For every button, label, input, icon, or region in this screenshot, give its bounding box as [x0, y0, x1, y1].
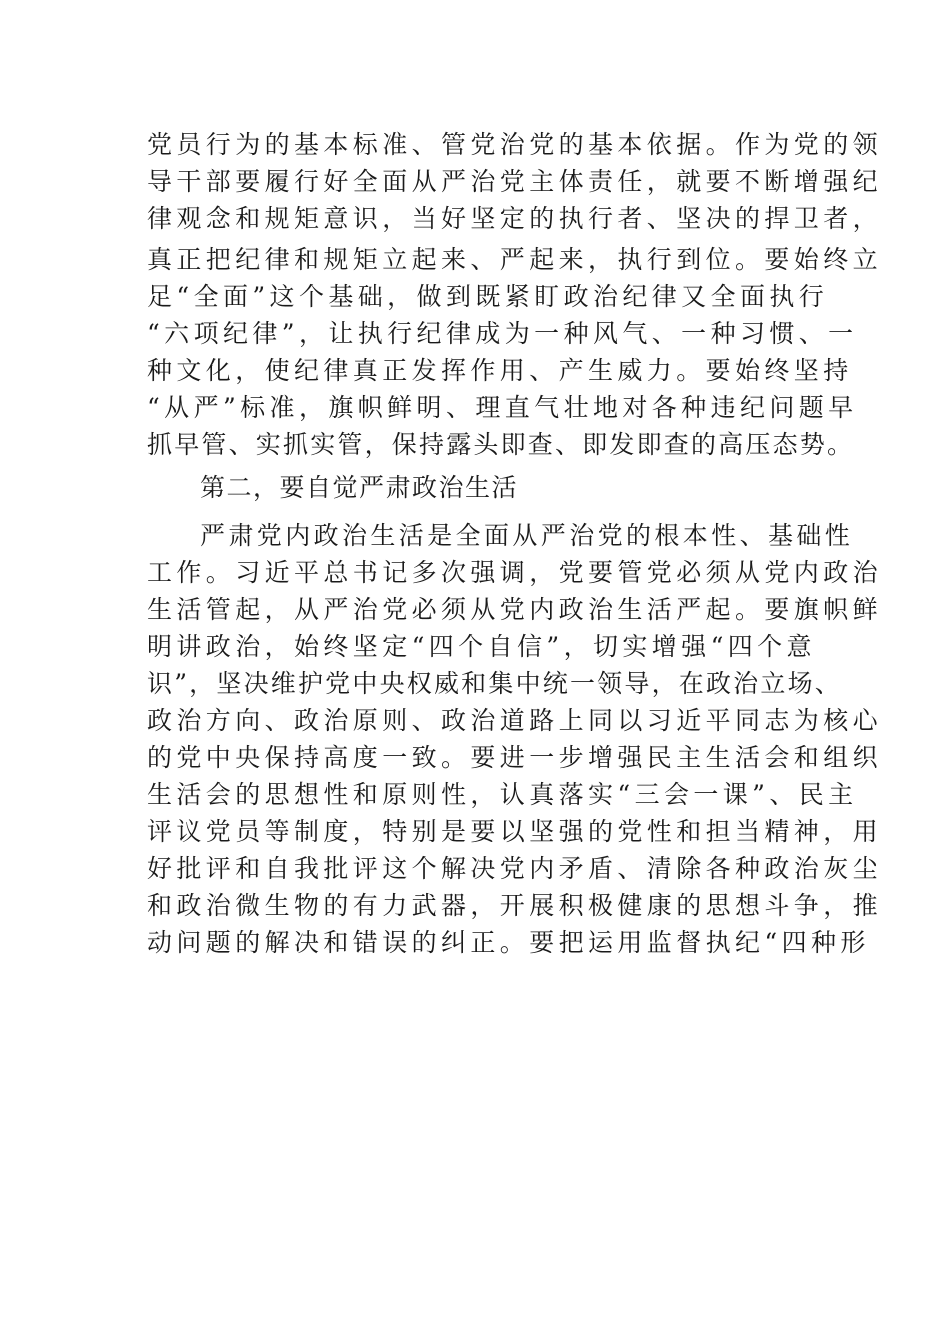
text-line: 的党中央保持高度一致。要进一步增强民主生活会和组织	[147, 743, 883, 772]
text-line: 足“全面”这个基础，做到既紧盯政治纪律又全面执行	[147, 282, 829, 311]
text-line: 种文化，使纪律真正发挥作用、产生威力。要始终坚持	[147, 356, 853, 385]
text-line: 生活会的思想性和原则性，认真落实“三会一课”、民主	[147, 780, 858, 809]
text-line: 党员行为的基本标准、管党治党的基本依据。作为党的领	[147, 130, 883, 159]
text-line: 抓早管、实抓实管，保持露头即查、即发即查的高压态势。	[147, 430, 855, 459]
text-line: 和政治微生物的有力武器，开展积极健康的思想斗争，推	[147, 891, 883, 920]
section-heading: 第二，要自觉严肃政治生活	[200, 473, 519, 502]
text-line: 导干部要履行好全面从严治党主体责任，就要不断增强纪	[147, 167, 883, 196]
text-line: 政治方向、政治原则、政治道路上同以习近平同志为核心	[147, 706, 883, 735]
text-line: 识”，坚决维护党中央权威和集中统一领导，在政治立场、	[147, 669, 842, 698]
paragraph-first-line: 严肃党内政治生活是全面从严治党的根本性、基础性	[200, 521, 854, 550]
text-line: 律观念和规矩意识，当好坚定的执行者、坚决的捍卫者，	[147, 204, 883, 233]
text-line: 工作。习近平总书记多次强调，党要管党必须从党内政治	[147, 558, 883, 587]
text-line: “六项纪律”，让执行纪律成为一种风气、一种习惯、一	[147, 319, 858, 348]
text-line: 动问题的解决和错误的纠正。要把运用监督执纪“四种形	[147, 928, 870, 957]
text-line: 生活管起，从严治党必须从党内政治生活严起。要旗帜鲜	[147, 595, 883, 624]
text-line: 好批评和自我批评这个解决党内矛盾、清除各种政治灰尘	[147, 854, 883, 883]
text-line: “从严”标准，旗帜鲜明、理直气壮地对各种违纪问题早	[147, 393, 858, 422]
text-line: 真正把纪律和规矩立起来、严起来，执行到位。要始终立	[147, 245, 883, 274]
text-line: 明讲政治，始终坚定“四个自信”，切实增强“四个意	[147, 632, 816, 661]
text-line: 评议党员等制度，特别是要以坚强的党性和担当精神，用	[147, 817, 883, 846]
